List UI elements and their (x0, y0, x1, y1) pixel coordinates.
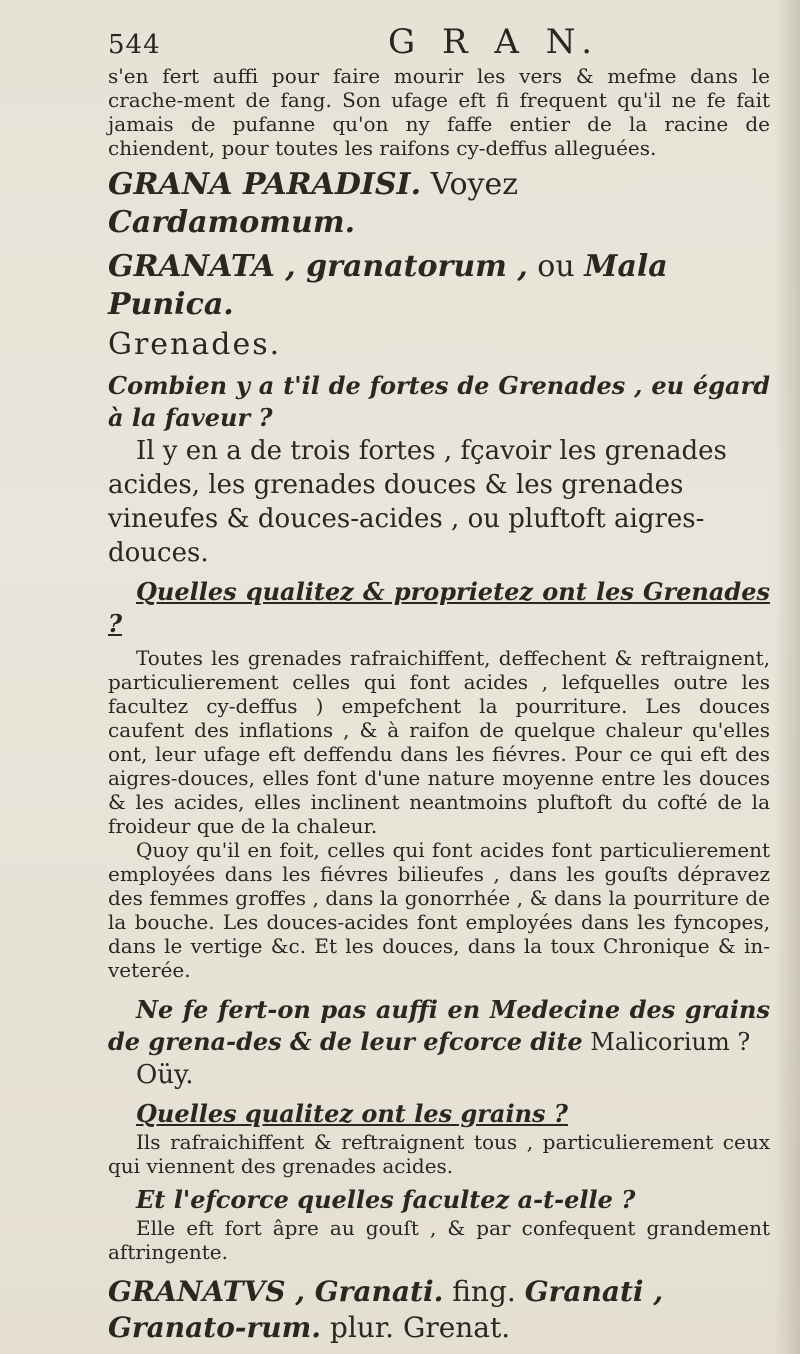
answer-escorce: Elle eft fort âpre au gouſt , & par confequent grandement aftringente. (108, 1216, 770, 1264)
entry-plural: plur. (321, 1311, 403, 1344)
entry-see: Voyez (421, 167, 519, 202)
question-grains-escorce: Ne fe fert-on pas auffi en Medecine des grains de grena-des & de leur efcorce dite Malicorium ? (108, 995, 770, 1056)
entry-headword: GRANATVS , Granati. (108, 1275, 444, 1308)
question-grains: Quelles qualitez ont les grains ? (136, 1099, 568, 1128)
entry-french-term: Grenades. (108, 327, 282, 362)
entry-headword: GRANA PARADISI. (108, 167, 422, 202)
entry-granata (108, 248, 770, 324)
entry-genitive: Granati , Granato-rum. (108, 1275, 664, 1344)
entry-conjunction: ou (527, 249, 585, 284)
answer-grains: Ils rafraichiffent & reftraignent tous , particulierement ceux qui viennent des grenades acides. (108, 1130, 770, 1178)
entry-headword: GRANATA , granatorum , (108, 249, 528, 284)
page-header (108, 18, 770, 64)
answer-usages: Quoy qu'il en foit, celles qui font acides font particulierement employées dans les fiévres bilieufes , dans les gouſts dépravez des femmes groffes , dans la gonorrhée , & dans la pourriture de la bouche. Les douces-acides font employées dans les fyncopes, dans le vertige &c. Et les douces, dans la toux Chronique & in-veterée. (108, 838, 770, 982)
answer-ouy: Oüy. (136, 1060, 194, 1090)
entry-cross-reference: Cardamomum. (108, 205, 356, 240)
running-head: G R A N. (388, 22, 601, 62)
entry-french-term: Grenat. (402, 1311, 511, 1344)
answer-sortes: Il y en a de trois fortes , fçavoir les grenades acides, les grenades douces & les grenades vineufes & douces-acides , ou pluftoft aigres-douces. (108, 436, 727, 568)
question-sortes: Combien y a t'il de fortes de Grenades , eu égard à la faveur ? (108, 371, 770, 432)
question-qualitez: Quelles qualitez & proprietez ont les Grenades ? (108, 577, 770, 638)
entry-cross-reference: Mala Punica. (108, 249, 668, 322)
page-number: 544 (108, 30, 161, 60)
page-edge-shadow (774, 0, 800, 1354)
entry-granatus (108, 1274, 770, 1346)
entry-grana-paradisi (108, 166, 770, 242)
answer-qualitez: Toutes les grenades rafraichiffent, deffechent & reftraignent, particulierement celles qui font acides , lefquelles outre les facultez cy-deffus ) empefchent la pourriture. Les douces caufent des inflations , & à raifon de quelque chaleur qu'elles ont, leur ufage eft deffendu dans les fiévres. Pour ce qui eft des aigres-douces, elles font d'une nature moyenne entre les douces & les acides, elles inclinent neantmoins pluftoft du cofté de la froideur que de la chaleur. (108, 646, 770, 838)
paragraph-continuation: s'en fert auffi pour faire mourir les vers & mefme dans le crache-ment de fang. Son ufage eft fi frequent qu'il ne fe fait jamais de pufanne qu'on ny faffe entier de la racine de chiendent, pour toutes les raifons cy-deffus alleguées. (108, 64, 770, 160)
entry-singular: fing. (443, 1275, 525, 1308)
question-escorce: Et l'efcorce quelles facultez a-t-elle ? (136, 1185, 636, 1214)
